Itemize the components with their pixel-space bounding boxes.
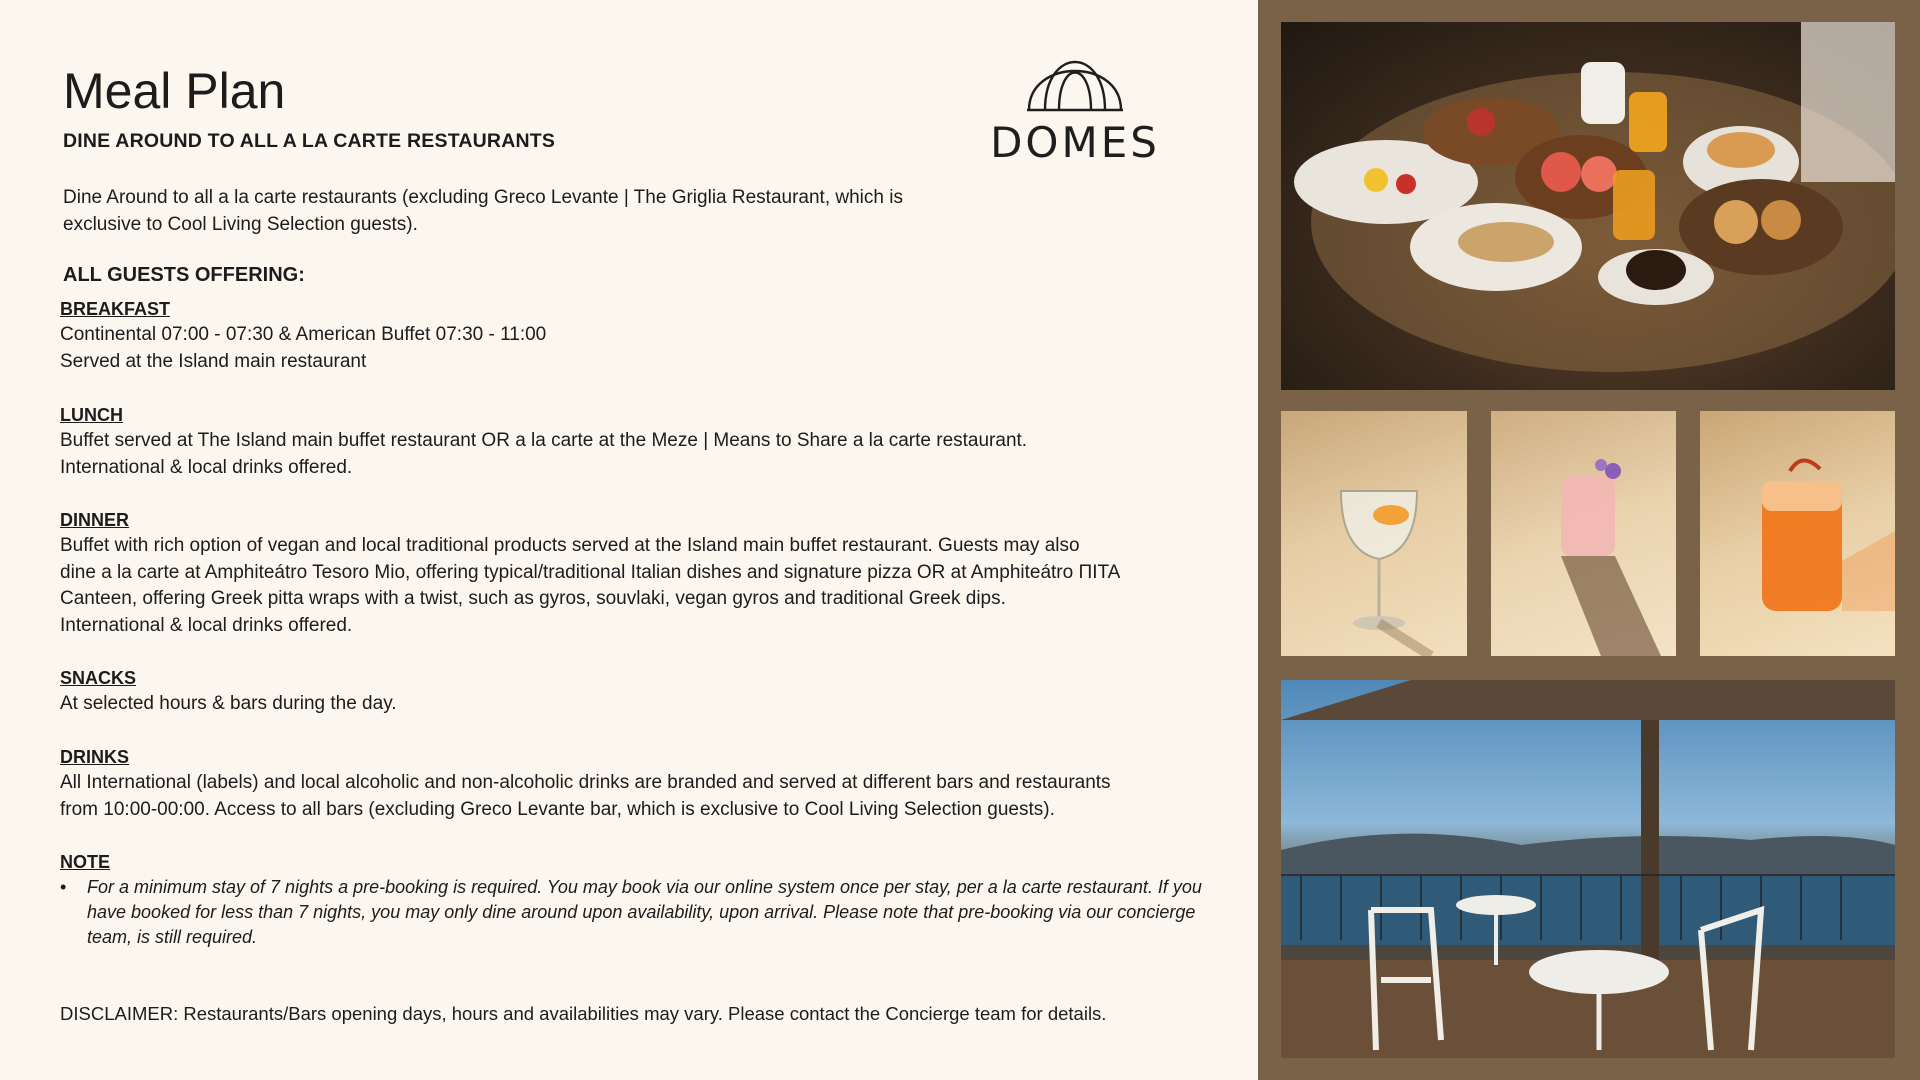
drinks-section	[60, 744, 1210, 823]
breakfast-line: Served at the Island main restaurant	[60, 350, 367, 372]
dinner-heading: DINNER	[60, 510, 130, 530]
breakfast-line: Continental 07:00 - 07:30 & American Buffet 07:30 - 11:00	[60, 324, 547, 345]
breakfast-photo	[1281, 22, 1895, 390]
breakfast-heading: BREAKFAST	[60, 299, 171, 319]
dinner-line: Buffet with rich option of vegan and local traditional products served at the Island main buffet restaurant. Guests may also	[60, 535, 1080, 556]
breakfast-section	[60, 296, 1210, 375]
cocktail-photo	[1281, 411, 1467, 656]
snacks-heading: SNACKS	[60, 668, 137, 688]
page-subtitle: DINE AROUND TO ALL A LA CARTE RESTAURANTS	[63, 130, 556, 152]
note-heading: NOTE	[60, 852, 111, 872]
lunch-line: International & local drinks offered.	[60, 456, 353, 478]
snacks-section	[60, 665, 1210, 718]
cocktail-photo	[1700, 411, 1895, 656]
dome-arch-icon	[1023, 38, 1127, 114]
disclaimer-text: DISCLAIMER: Restaurants/Bars opening days, hours and availabilities may vary. Please contact the Concierge team for details.	[60, 1003, 1107, 1024]
drinks-heading: DRINKS	[60, 747, 130, 767]
cocktail-photo	[1491, 411, 1676, 656]
logo-text: DOMES	[990, 118, 1160, 167]
bullet-icon: •	[60, 877, 67, 897]
intro-text: Dine Around to all a la carte restaurants (excluding Greco Levante | The Griglia Restaurant, which is exclusive to Cool Living Selection guests).	[63, 187, 903, 235]
dinner-line: International & local drinks offered.	[60, 614, 353, 636]
note-section	[60, 849, 1210, 950]
domes-logo	[985, 38, 1165, 168]
drinks-line: All International (labels) and local alcoholic and non-alcoholic drinks are branded and served at different bars and restaurants	[60, 772, 1111, 793]
note-text: For a minimum stay of 7 nights a pre-booking is required. You may book via our online system once per stay, per a la carte restaurant. If you have booked for less than 7 nights, you may only dine around upon availability, upon arrival. Please note that pre-booking via our concierge team, is still required.	[87, 877, 1202, 947]
dinner-line: Canteen, offering Greek pitta wraps with a twist, such as gyros, souvlaki, vegan gyros and traditional Greek dips.	[60, 588, 1006, 609]
drinks-line: from 10:00-00:00. Access to all bars (excluding Greco Levante bar, which is exclusive to Cool Living Selection guests).	[60, 798, 1055, 820]
lunch-section	[60, 402, 1210, 481]
lunch-line: Buffet served at The Island main buffet restaurant OR a la carte at the Meze | Means to Share a la carte restaurant.	[60, 430, 1028, 451]
lunch-heading: LUNCH	[60, 405, 123, 425]
offering-heading: ALL GUESTS OFFERING:	[63, 264, 305, 286]
note-list	[60, 875, 1210, 950]
dinner-line: dine a la carte at Amphiteátro Tesoro Mio, offering typical/traditional Italian dishes and signature pizza OR at Amphiteátro ΠΙΤΑ	[60, 561, 1121, 583]
snacks-line: At selected hours & bars during the day.	[60, 693, 397, 714]
terrace-photo	[1281, 680, 1895, 1058]
note-item	[60, 875, 1207, 950]
dinner-section	[60, 507, 1210, 639]
page-title: Meal Plan	[63, 63, 286, 119]
